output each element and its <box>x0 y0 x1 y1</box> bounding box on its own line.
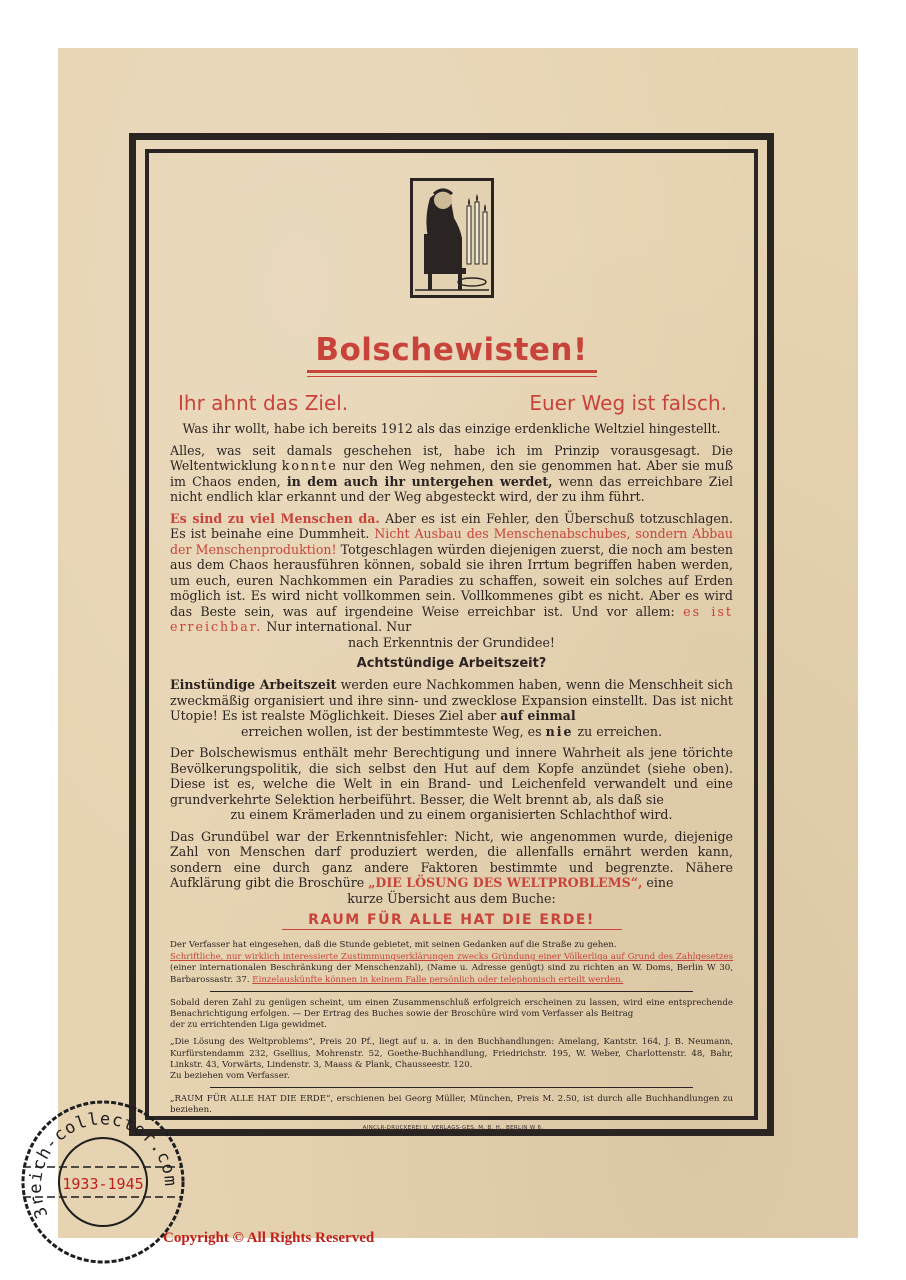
small-notice-4: „Die Lösung des Weltproblems“, Preis 20 Pf., liegt auf u. a. in den Buchhandlungen: Amelang, Kantstr. 164, J. B. Neumann, Kurfürstendamm 232, Gsellius, Mohrenstr. 52, Goethe-Buchhandlung, Friedrichstr. 195, W. Weber, Charlottenstr. 48, Bahr, Linkstr. 43, Vorwärts, Lindenstr. 3, Maass & Plank, Chausseestr. 120. <box>170 1037 733 1070</box>
heading-arbeitszeit: Achtstündige Arbeitszeit? <box>356 656 547 671</box>
subtitle-right: Euer Weg ist falsch. <box>529 391 727 415</box>
paragraph-5: Der Bolschewismus enthält mehr Berechtigung und innere Wahrheit als jene törichte Bevölkerungspolitik, die sich selbst den Hut auf dem Kopfe anzündet (siehe oben). Diese ist es, welche die Welt in ein Brand- und Leichenfeld verwandelt und eine grundverkehrte Selektion herbeiführt. Besser, die Welt brennt ab, als daß sie <box>170 745 733 807</box>
printer-imprint: AINCLR-DRUCKEREI U. VERLAGS-GES. M. B. H., BERLIN W 6. <box>362 1125 544 1131</box>
raum-slogan: RAUM FÜR ALLE HAT DIE ERDE! <box>308 912 595 928</box>
divider-2 <box>210 1087 693 1088</box>
divider-1 <box>210 991 693 992</box>
paragraph-2: Alles, was seit damals geschehen ist, habe ich im Prinzip vorausgesagt. Die Weltentwicklung konnte nur den Weg nehmen, den sie genommen hat. Aber sie muß im Chaos enden, in dem auch ihr untergehen werdet, wenn das erreichbare Ziel nicht endlich klar erkannt und der Weg abgesteckt wird, der zu ihm führt. <box>170 442 734 504</box>
small-notice-3: Sobald deren Zahl zu genügen scheint, um einen Zusammenschluß erfolgreich erscheinen zu lassen, wird eine entsprechende Benachrichtigung erfolgen. — Der Ertrag des Buches sowie der Broschüre wird vom Verfasser als Beitrag <box>170 997 733 1020</box>
slogan-underline <box>282 929 622 930</box>
svg-text:3reich-collector.com <box>26 1109 180 1221</box>
paragraph-6: Das Grundübel war der Erkenntnisfehler: Nicht, wie angenommen wurde, diejenige Zahl von Menschen darf produziert werden, die allenfalls ernährt werden kann, sondern eine durch ganz andere Faktoren bestimmte und begrenzte. Nähere Aufklärung gibt die Broschüre „DIE LÖSUNG DES WELTPROBLEMS“, eine <box>170 828 733 890</box>
paragraph-5-end: zu einem Krämerladen und zu einem organisierten Schlachthof wird. <box>230 807 673 822</box>
subtitle-row <box>178 391 727 415</box>
paragraph-4-end: erreichen wollen, ist der bestimmteste Weg, es nie zu erreichen. <box>240 723 662 739</box>
small-notice-2: Schriftliche, nur wirklich interessierte Zustimmungserklärungen zwecks Gründung einer Völkerliga auf Grund des Zahlgesetzes (einer internationalen Beschränkung der Menschenzahl), (Name u. Adresse genügt) sind zu richten an W. Doms, Berlin W 30, Barbarossastr. 37. Einzelauskünfte können in keinem Falle persönlich oder telephonisch erteilt werden. <box>170 952 733 985</box>
paragraph-3: Es sind zu viel Menschen da. Aber es ist ein Fehler, den Überschuß totzuschlagen. Es ist beinahe eine Dummheit. Nicht Ausbau des Menschenabschubes, sondern Abbau der Menschenproduktion! Totgeschlagen würden diejenigen zuerst, die noch am besten aus dem Chaos herausführen können, sobald sie ihren Irrtum begriffen haben werden, um euch, euren Nachkommen ein Paradies zu schaffen, soweit ein solches auf Erden möglich ist. Es wird nicht vollkommen sein. Vollkommenes gibt es nicht. Aber es wird das Beste sein, was auf irgendeine Weise erreichbar ist. Und vor allem: es ist erreichbar. Nur international. Nur <box>170 510 733 634</box>
copyright-notice: Copyright © All Rights Reserved <box>163 1230 375 1246</box>
subtitle-left: Ihr ahnt das Ziel. <box>178 391 349 415</box>
paragraph-6-end: kurze Übersicht aus dem Buche: <box>347 890 556 906</box>
small-notice-3-end: der zu errichtenden Liga gewidmet. <box>170 1020 327 1031</box>
small-notice-5: „RAUM FÜR ALLE HAT DIE ERDE“, erschienen bei Georg Müller, München, Preis M. 2.50, ist durch alle Buchhandlungen zu beziehen. <box>170 1094 733 1116</box>
title-underline <box>307 370 597 377</box>
small-notice-4-end: Zu beziehen vom Verfasser. <box>170 1071 290 1082</box>
stamp-arc-text: 3reich-collector.com <box>25 1109 181 1221</box>
paragraph-1: Was ihr wollt, habe ich bereits 1912 als das einzige erdenkliche Weltziel hingestellt. <box>182 421 721 436</box>
poster-title: Bolschewisten! <box>315 332 588 368</box>
paragraph-3-end: nach Erkenntnis der Grundidee! <box>348 634 555 650</box>
seated-figure-illustration <box>410 178 494 298</box>
stamp-years: 1933-1945 <box>62 1175 144 1193</box>
poster-content <box>170 178 733 1117</box>
paragraph-4: Einstündige Arbeitszeit werden eure Nachkommen haben, wenn die Menschheit sich zweckmäßig organisiert und ihre sinn- und zwecklose Expansion einstellt. Das ist nicht Utopie! Es ist realste Möglichkeit. Dieses Ziel aber auf einmal <box>170 677 733 723</box>
small-notice-1: Der Verfasser hat eingesehen, daß die Stunde gebietet, mit seinen Gedanken auf die Straße zu gehen. <box>170 940 617 950</box>
